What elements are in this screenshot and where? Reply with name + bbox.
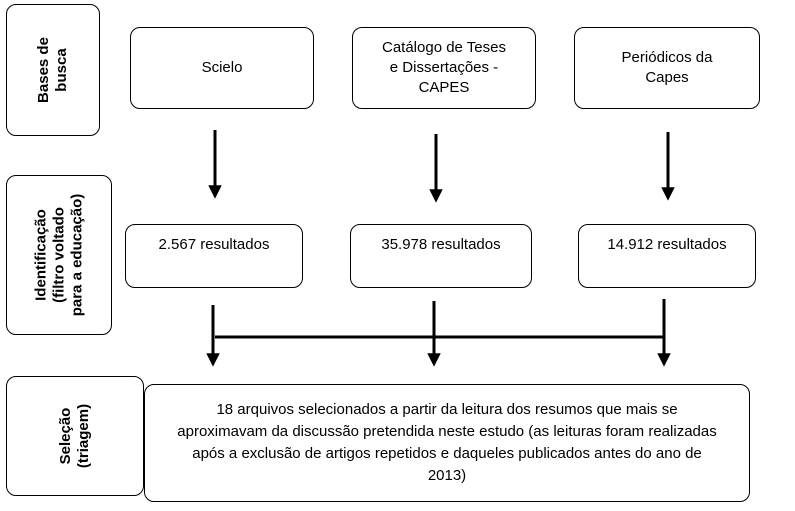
selection-result-text: 18 arquivos selecionados a partir da leitura dos resumos que mais se aproximavam da discussão pretendida neste estudo (as leituras foram realizadas após a exclusão de artigos repetidos e daqueles publicados antes do ano de 2013) [177,401,717,484]
source-capes-catalog-name: Catálogo de Teses e Dissertações - CAPES [382,39,506,96]
results-scielo-count: 2.567 resultados [158,236,270,253]
results-capes-periodicals-count: 14.912 resultados [607,236,727,253]
results-capes-catalog-count: 35.978 resultados [381,236,501,253]
source-scielo-name: Scielo [201,59,243,76]
stage-selection-label: Seleção (triagem) [57,403,92,469]
source-capes-periodicals-name: Periódicos da Capes [621,49,713,86]
stage-identification-label: Identificação (filtro voltado para a educação) [32,193,85,317]
stage-search-label: Bases de busca [35,37,70,103]
